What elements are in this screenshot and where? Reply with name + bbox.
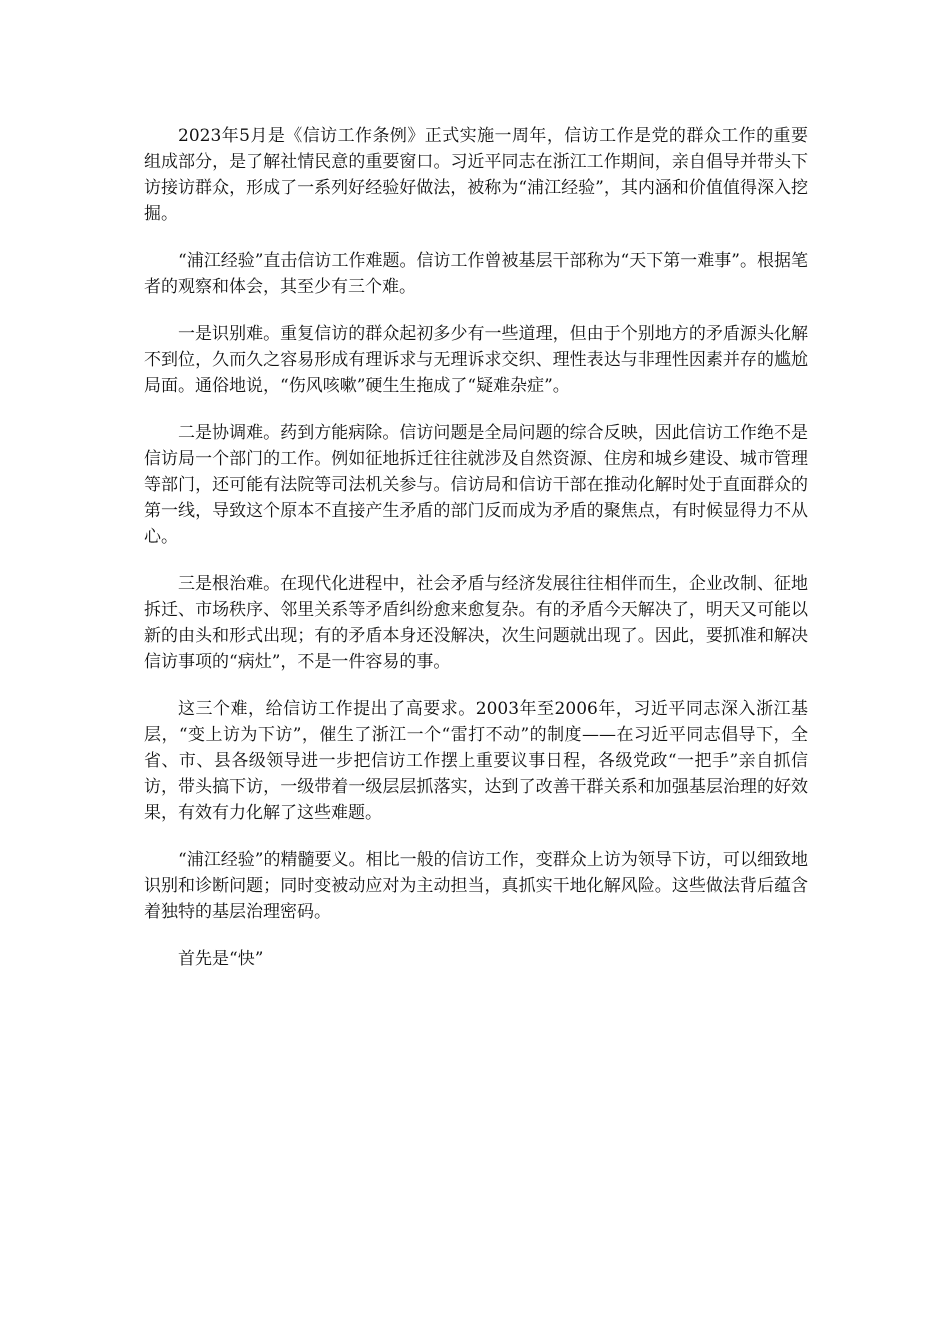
paragraph-essence: “浦江经验”的精髓要义。相比一般的信访工作，变群众上访为领导下访，可以细致地识别和诊断问题；同时变被动应对为主动担当，真抓实干地化解风险。这些做法背后蕴含着独特的基层治理密码。	[144, 850, 808, 922]
paragraph-high-requirements: 这三个难，给信访工作提出了高要求。2003年至2006年，习近平同志深入浙江基层，“变上访为下访”，催生了浙江一个“雷打不动”的制度——在习近平同志倡导下，全省、市、县各级领导进一步把信访工作摆上重要议事日程，各级党政“一把手”亲自抓信访，带头搞下访，一级带着一级层层抓落实，达到了改善干群关系和加强基层治理的好效果，有效有力化解了这些难题。	[144, 699, 808, 823]
paragraph-difficulty-overview: “浦江经验”直击信访工作难题。信访工作曾被基层干部称为“天下第一难事”。根据笔者的观察和体会，其至少有三个难。	[144, 251, 808, 297]
paragraph-cure-difficulty: 三是根治难。在现代化进程中，社会矛盾与经济发展往往相伴而生，企业改制、征地拆迁、市场秩序、邻里关系等矛盾纠纷愈来愈复杂。有的矛盾今天解决了，明天又可能以新的由头和形式出现；有的矛盾本身还没解决，次生问题就出现了。因此，要抓准和解决信访事项的“病灶”，不是一件容易的事。	[144, 574, 808, 672]
article-body	[144, 123, 808, 993]
paragraph-intro: 2023年5月是《信访工作条例》正式实施一周年，信访工作是党的群众工作的重要组成部分，是了解社情民意的重要窗口。习近平同志在浙江工作期间，亲自倡导并带头下访接访群众，形成了一系列好经验好做法，被称为“浦江经验”，其内涵和价值值得深入挖掘。	[144, 126, 808, 224]
paragraph-coordination-difficulty: 二是协调难。药到方能病除。信访问题是全局问题的综合反映，因此信访工作绝不是信访局一个部门的工作。例如征地拆迁往往就涉及自然资源、住房和城乡建设、城市管理等部门，还可能有法院等司法机关参与。信访局和信访干部在推动化解时处于直面群众的第一线，导致这个原本不直接产生矛盾的部门反而成为矛盾的聚焦点，有时候显得力不从心。	[144, 423, 808, 547]
paragraph-first-point: 首先是“快”	[178, 949, 264, 969]
paragraph-identification-difficulty: 一是识别难。重复信访的群众起初多少有一些道理，但由于个别地方的矛盾源头化解不到位，久而久之容易形成有理诉求与无理诉求交织、理性表达与非理性因素并存的尴尬局面。通俗地说，“伤风咳嗽”硬生生拖成了“疑难杂症”。	[144, 324, 808, 396]
